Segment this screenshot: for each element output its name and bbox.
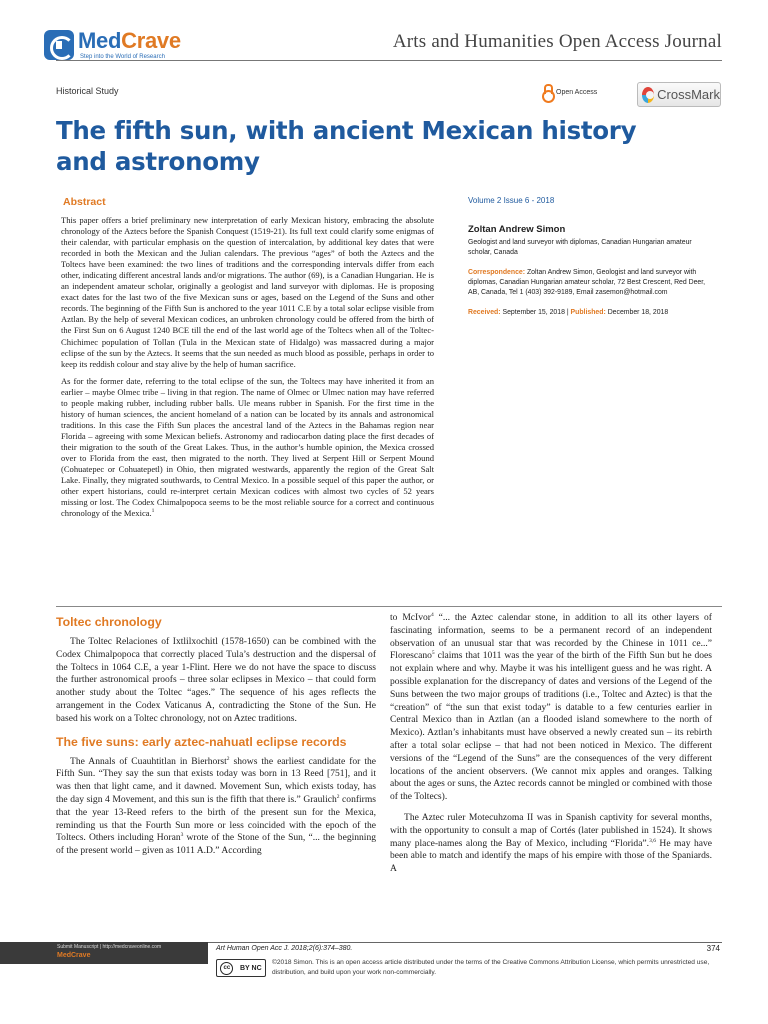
author-name: Zoltan Andrew Simon [468, 224, 566, 235]
article-metadata [468, 196, 718, 318]
body-column-left [56, 614, 376, 858]
crossmark-label: CrossMark [657, 87, 720, 102]
cc-icon: cc [220, 962, 233, 975]
volume-issue: Volume 2 Issue 6 - 2018 [468, 196, 555, 205]
abstract-paragraph-2: As for the former date, referring to the total eclipse of the sun, the Toltecs may have inherited it from an earlier – maybe Olmec tribe – living in that region. The name of Olmec or Ulmec nation may have referred to people making rubber, including rubber balls. Ule means rubber in Spanish. For the first time in the history of human sciences, the ancient homeland of a nation can be located by its annals and astronomical traditions. In this case the Fifth Sun places the ancestral land of the Aztecs in the Bahamas region near Florida – agreeing with some Mexican beliefs. Astronomy and radiocarbon dating place the first decades of their migration to the south of the Great Lakes. Thus, in the author’s humble opinion, the Mexica crossed over to Florida from the east, then migrated to the north. They lived at Serpent Hill or Serpent Mound (Cohuatepec or Cohuatepetl) in Ohio, then migrated westwards, apparently the region of the Great Salt Lake. Finally, they migrated southwards, to Central Mexico. In a possible sequel of this paper the author, or other expert historians, could re-interpret certain Mexican codices with almost two cycles of 52 years missing or lost. The Codex Chimalpopoca seems to be the most reliable source for a correct and continuous chronology of the Mexica.$^1$ [61, 375, 434, 519]
correspondence: Correspondence: Zoltan Andrew Simon, Geologist and land surveyor with diplomas, Canadian Hungarian amateur scholar, 72 Best Crescent, Red Deer, AB, Canada, Tel 1 (403) 392-9189, Email zasemon@hotmail.com [468, 269, 706, 296]
header-divider [56, 60, 722, 61]
citation-ref[interactable]: 1 [151, 508, 155, 515]
crossmark-button[interactable] [637, 82, 721, 107]
section-paragraph: to McIvor$^4$ “... the Aztec calendar stone, in addition to all its other layers of fascinating information, seems to be a permanent record of an independent observation of an unusual star that was recorded by the Chinese in 1011 ce...” Florescano$^5$ claims that 1011 was the year of the birth of the Fifth Sun but he does not explain where and why. Maybe it was his intelligent guess and he was right. A possible explanation for the discrepancy of dates and versions of the Legend of the Suns between the two major groups of traditions (i.e., Toltec and Aztec) is that the “creation” of “the sun that exist today” is datable to a few centuries earlier in Central Mexico than in Aztlan (an a flooded island somewhere to the north of Mexico). Aztlan’s inhabitants must have observed a newly created sun – its rebirth after a total solar eclipse – that had not been noticed in Mexico. The different versions of the “Legend of the Suns” are the consequences of the very different locations of the ancient observers. (We cannot mix apples and oranges. Talking about the ages or suns, the Aztec records cannot be mingled or combined with those of the Toltecs). [390, 611, 712, 803]
section-heading-toltec: Toltec chronology [56, 615, 162, 629]
footer-logo: MedCrave [57, 952, 91, 959]
citation-ref[interactable]: 3 [180, 832, 184, 839]
citation-ref[interactable]: 2 [336, 793, 340, 800]
open-access-icon [541, 84, 552, 100]
page-number: 374 [706, 944, 720, 953]
abstract-body [61, 215, 434, 525]
medcrave-logo-icon [44, 30, 74, 60]
journal-title: Arts and Humanities Open Access Journal [392, 31, 722, 52]
logo-name: MedCrave [78, 28, 181, 53]
abstract-divider [56, 606, 722, 607]
article-dates: Received: September 15, 2018 | Published: December 18, 2018 [468, 309, 669, 316]
section-paragraph: The Annals of Cuauhtitlan in Bierhorst$^2$ shows the earliest candidate for the Fifth Sun. “They say the sun that exists today was born in 13 Reed [751], and it was then that light came, and it dawned. Movement Sun, which exists today, has the day sign 4 Movement, and this sun is the fifth that there is.” Graulich$^2$ confirms that the year 13-Reed refers to the birth of the present sun for the Mexica, reminding us that the Fourth Sun more or less coincided with the epoch of the Toltecs. Others including Horan$^3$ wrote of the Stone of the Sun, “... the beginning of the present world – given as 1011 A.D.” According [56, 755, 376, 857]
crossmark-icon [642, 87, 654, 103]
citation-ref[interactable]: 5 [431, 650, 435, 657]
section-paragraph: The Aztec ruler Motecuhzoma II was in Spanish captivity for several months, with the opportunity to consult a map of Cortés (later published in 1524). It shows many place-names along the Bay of Mexico, including “Florida”.$^{3,6}$ He may have been able to match and identify the maps of his empire with those of the Spaniards. A [390, 811, 712, 875]
body-column-right [390, 612, 712, 876]
license-statement: ©2018 Simon. This is an open access article distributed under the terms of the Creative Commons Attribution License, which permits unrestricted use, distribution, and build upon your work non-commercially. [272, 959, 710, 976]
logo-tagline: Step into the World of Research [80, 54, 165, 60]
article-title: The fifth sun, with ancient Mexican history and astronomy [56, 116, 637, 176]
open-access-label: Open Access [556, 88, 598, 96]
author-affiliation: Geologist and land surveyor with diplomas, Canadian Hungarian amateur scholar, Canada [468, 239, 692, 256]
footer-divider [208, 942, 722, 943]
abstract-paragraph-1: This paper offers a brief preliminary new interpretation of early Mexican history, embracing the absolute chronology of the Aztecs before the Spanish Conquest (1519-21). Its full text could clarify some enigmas of their calendar, with particular emphasis on the question of intercalation, by additional key dates that were recorded in both the Mexican and the Julian calendars. The previous “ages” of both the Aztecs and the Toltecs have been examined: the two lines of traditions and the corresponding intervals differ from each other, indicating different ancestral lands and/or migrations. The author (69), is a Canadian Hungarian. He is an independent amateur scholar, originally a geologist and land surveyor with diplomas. He is proposing exact dates for the last two of the five Mexican suns or ages, based on the Legend of the Suns and other records. The beginning of the Fifth Sun is anchored to the year 1011 C.E by a total solar eclipse visible from Aztlan. By the help of several Mexican codices, an unbroken chronology could be offered from the birth of the First Sun on 6 August 1240 BCE till the end of the last world age of the Toltecs when all of the Toltec-Chichimec population of Tollan (Tula in the Mexican state of Hidalgo) was massacred during a major eclipse of the sun by the Aztecs. It seems that the sun needed as much blood as possible, perhaps in order to keep its reddish colour and stay alive by the help of human sacrifice. [61, 215, 434, 369]
citation-ref[interactable]: 3,6 [649, 837, 656, 844]
creative-commons-badge[interactable] [216, 959, 266, 977]
journal-citation: Art Human Open Acc J. 2018;2(6):374–380. [216, 945, 353, 952]
citation-ref[interactable]: 4 [430, 611, 434, 618]
submit-manuscript-link[interactable]: Submit Manuscript | http://medcraveonline.com [57, 944, 162, 950]
medcrave-logo[interactable] [44, 28, 181, 62]
cc-license-label: BY NC [240, 964, 262, 972]
open-access-link[interactable] [541, 84, 597, 100]
section-heading-five-suns: The five suns: early aztec-nahuatl eclipse records [56, 734, 347, 749]
section-paragraph: The Toltec Relaciones of Ixtlilxochitl (1578-1650) can be combined with the Codex Chimalpopoca that correctly placed Tula’s destruction and the dispersal of the Toltecs in 1064 C.E, a year 1-Flint. Here we do not have the space to discuss the further astronomical proofs – three solar eclipses in Mexico – that could form another study about the Toltec “ages.” The sequence of his ages reflects the arrangement in the Codex Vaticanus A, contradicting the Stone of the Sun. He based his work on a Toltec chronology, not on Aztec traditions. [56, 636, 376, 724]
article-type: Historical Study [56, 86, 119, 96]
abstract-heading: Abstract [63, 196, 106, 208]
citation-ref[interactable]: 2 [226, 755, 230, 762]
